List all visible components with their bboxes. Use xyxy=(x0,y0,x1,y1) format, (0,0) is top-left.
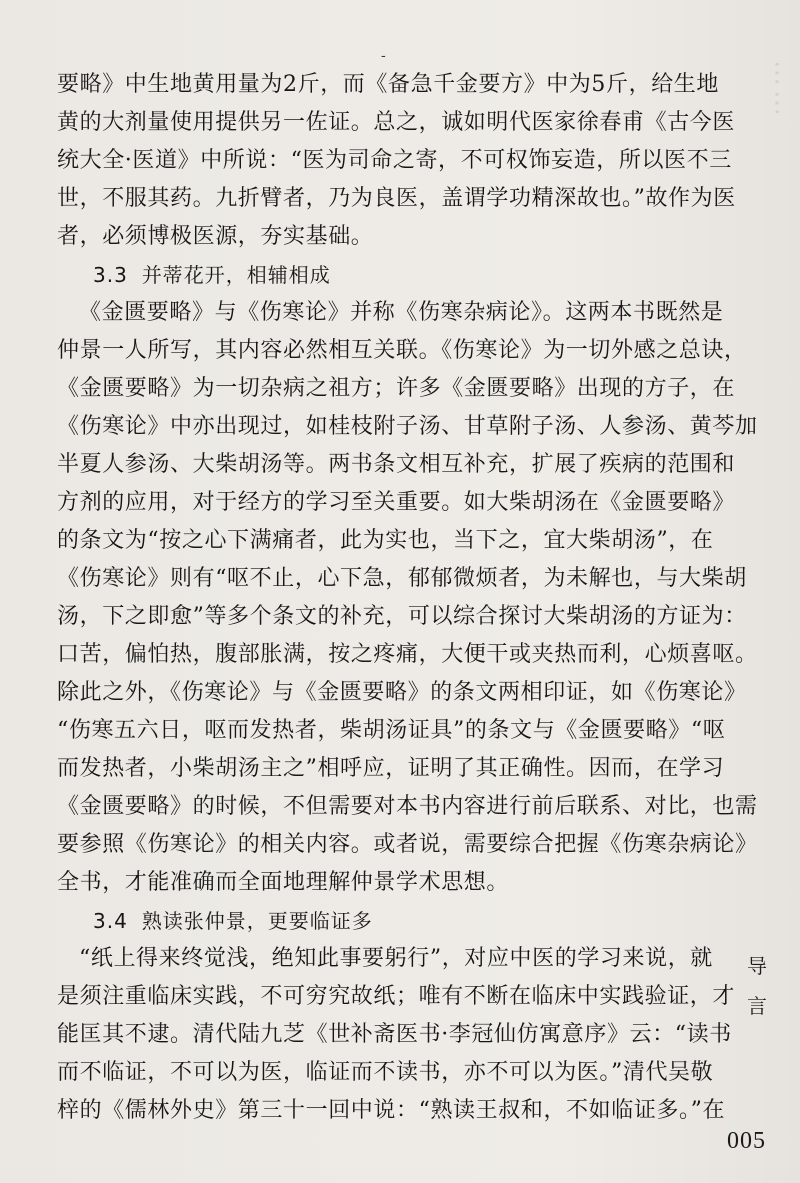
paragraph-line: 要参照《伤寒论》的相关内容。或者说，需要综合把握《伤寒杂病论》 xyxy=(57,832,758,857)
paragraph-line: 《金匮要略》的时候，不但需要对本书内容进行前后联系、对比，也需 xyxy=(57,794,758,819)
paragraph-line: 《金匮要略》为一切杂病之祖方；许多《金匮要略》出现的方子，在 xyxy=(57,376,736,401)
section-number: 3.4 xyxy=(93,909,128,933)
paragraph-line: 《伤寒论》则有“呕不止，心下急，郁郁微烦者，为未解也，与大柴胡 xyxy=(57,566,747,591)
paragraph-line: 梓的《儒林外史》第三十一回中说：“熟读王叔和，不如临证多。”在 xyxy=(57,1098,726,1123)
paragraph-line: 而不临证，不可以为医，临证而不读书，亦不可以为医。”清代吴敬 xyxy=(57,1060,714,1085)
paragraph-line: 半夏人参汤、大柴胡汤等。两书条文相互补充，扩展了疾病的范围和 xyxy=(57,452,736,477)
paragraph-line: 汤，下之即愈”等多个条文的补充，可以综合探讨大柴胡汤的方证为： xyxy=(57,604,747,629)
side-label-char: 导 xyxy=(747,954,767,978)
top-mark: - xyxy=(381,48,386,64)
section-heading-3-4 xyxy=(57,902,697,940)
paragraph-line: “纸上得来终觉浅，绝知此事要躬行”，对应中医的学习来说，就 xyxy=(79,946,713,971)
paragraph-line: 而发热者，小柴胡汤主之”相呼应，证明了其正确性。因而，在学习 xyxy=(57,756,725,781)
side-label-char: 言 xyxy=(747,994,767,1018)
paragraph-line: 仲景一人所写，其内容必然相互关联。《伤寒论》为一切外感之总诀， xyxy=(57,338,747,363)
paragraph-line: 除此之外，《伤寒论》与《金匮要略》的条文两相印证，如《伤寒论》 xyxy=(57,680,747,705)
paragraph-line: 的条文为“按之心下满痛者，此为实也，当下之，宜大柴胡汤”，在 xyxy=(57,528,714,553)
paragraph-line: 要略》中生地黄用量为2斤，而《备急千金要方》中为5斤，给生地 xyxy=(57,72,719,97)
bleed-through-shadow: ⋯⋯ xyxy=(762,60,792,120)
section-title: 熟读张仲景，更要临证多 xyxy=(141,909,373,933)
section-number: 3.3 xyxy=(93,263,128,287)
paragraph-line: “伤寒五六日，呕而发热者，柴胡汤证具”的条文与《金匮要略》“呕 xyxy=(57,718,726,743)
paragraph-line: 者，必须博极医源，夯实基础。 xyxy=(57,224,374,249)
paragraph-line: 统大全·医道》中所说：“医为司命之寄，不可权饰妄造，所以医不三 xyxy=(57,148,732,173)
section-heading-3-3 xyxy=(57,256,697,294)
paragraph-line: 全书，才能准确而全面地理解仲景学术思想。 xyxy=(57,870,510,895)
paragraph-line: 是须注重临床实践，不可穷究故纸；唯有不断在临床中实践验证，才 xyxy=(57,984,736,1009)
chapter-side-label xyxy=(742,946,772,1026)
paragraph-line: 世，不服其药。九折臂者，乃为良医，盖谓学功精深故也。”故作为医 xyxy=(57,186,736,211)
paragraph-line: 方剂的应用，对于经方的学习至关重要。如大柴胡汤在《金匮要略》 xyxy=(57,490,736,515)
paragraph-line: 《伤寒论》中亦出现过，如桂枝附子汤、甘草附子汤、人参汤、黄芩加 xyxy=(57,414,758,439)
page-number: 005 xyxy=(727,1128,766,1154)
paragraph-line: 黄的大剂量使用提供另一佐证。总之，诚如明代医家徐春甫《古今医 xyxy=(57,110,736,135)
section-title: 并蒂花开，相辅相成 xyxy=(141,263,331,287)
paragraph-line: 《金匮要略》与《伤寒论》并称《伤寒杂病论》。这两本书既然是 xyxy=(79,300,724,325)
body-text xyxy=(57,66,758,1130)
paragraph-line: 口苦，偏怕热，腹部胀满，按之疼痛，大便干或夹热而利，心烦喜呕。 xyxy=(57,642,758,667)
paragraph-line: 能匡其不逮。清代陆九芝《世补斋医书·李冠仙仿寓意序》云：“读书 xyxy=(57,1022,732,1047)
